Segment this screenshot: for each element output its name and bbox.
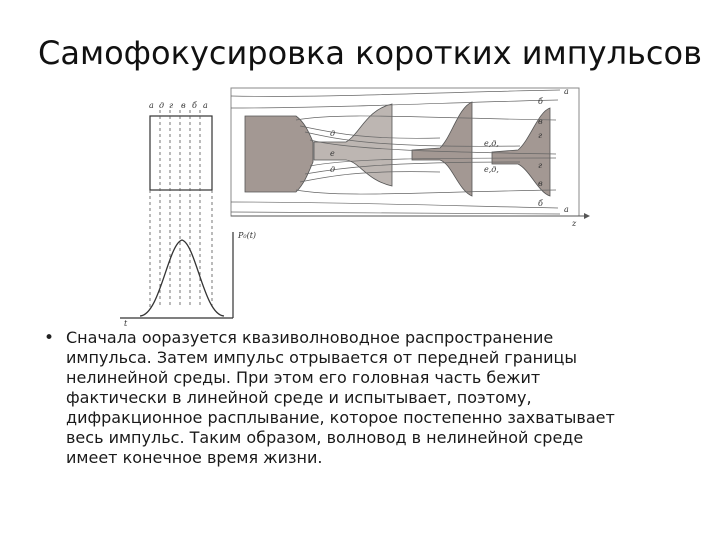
slide-title: Самофокусировка коротких импульсов — [38, 34, 702, 72]
pulse-label: г — [169, 101, 174, 110]
t-axis-label: t — [124, 319, 128, 328]
right-label: б — [538, 97, 543, 106]
z-axis-arrow — [584, 213, 590, 219]
right-label: г — [538, 131, 543, 140]
right-label: е,д, — [484, 165, 499, 174]
p-axis-label: P₀(t) — [238, 231, 257, 240]
right-label: а — [564, 87, 569, 96]
right-label: в — [538, 179, 543, 188]
right-label: г — [538, 161, 543, 170]
inner-label: д — [330, 165, 336, 174]
bullet-item — [44, 328, 694, 468]
bullet-marker: • — [44, 328, 55, 348]
pulse-label: а — [149, 101, 154, 110]
pulse-label: в — [181, 101, 186, 110]
time-window-box — [150, 116, 212, 190]
inner-label: д — [330, 129, 336, 138]
right-label: а — [564, 205, 569, 214]
beam-shape-3 — [412, 102, 472, 196]
bullet-text: Сначала ооразуется квазиволноводное распространение импульса. Затем импульс отрывается от передней границы нелинейной среды. При этом его головная часть бежит фактически в линейной среде и испытывает, поэтому, дифракционное расплывание, которое постепенно захватывает весь импульс. Таким образом, волновод в нелинейной среде имеет конечное время жизни. — [66, 328, 615, 467]
time-window-dashes — [150, 110, 212, 310]
beam-shape-1 — [245, 116, 313, 192]
pulse-label: б — [192, 101, 197, 110]
pulse-label: а — [203, 101, 208, 110]
right-label: в — [538, 117, 543, 126]
inner-label: е — [330, 149, 335, 158]
pulse-label: д — [159, 101, 165, 110]
right-label: е,д, — [484, 139, 499, 148]
pulse-curve — [140, 240, 224, 316]
z-axis-label: z — [572, 219, 577, 228]
right-label: б — [538, 199, 543, 208]
